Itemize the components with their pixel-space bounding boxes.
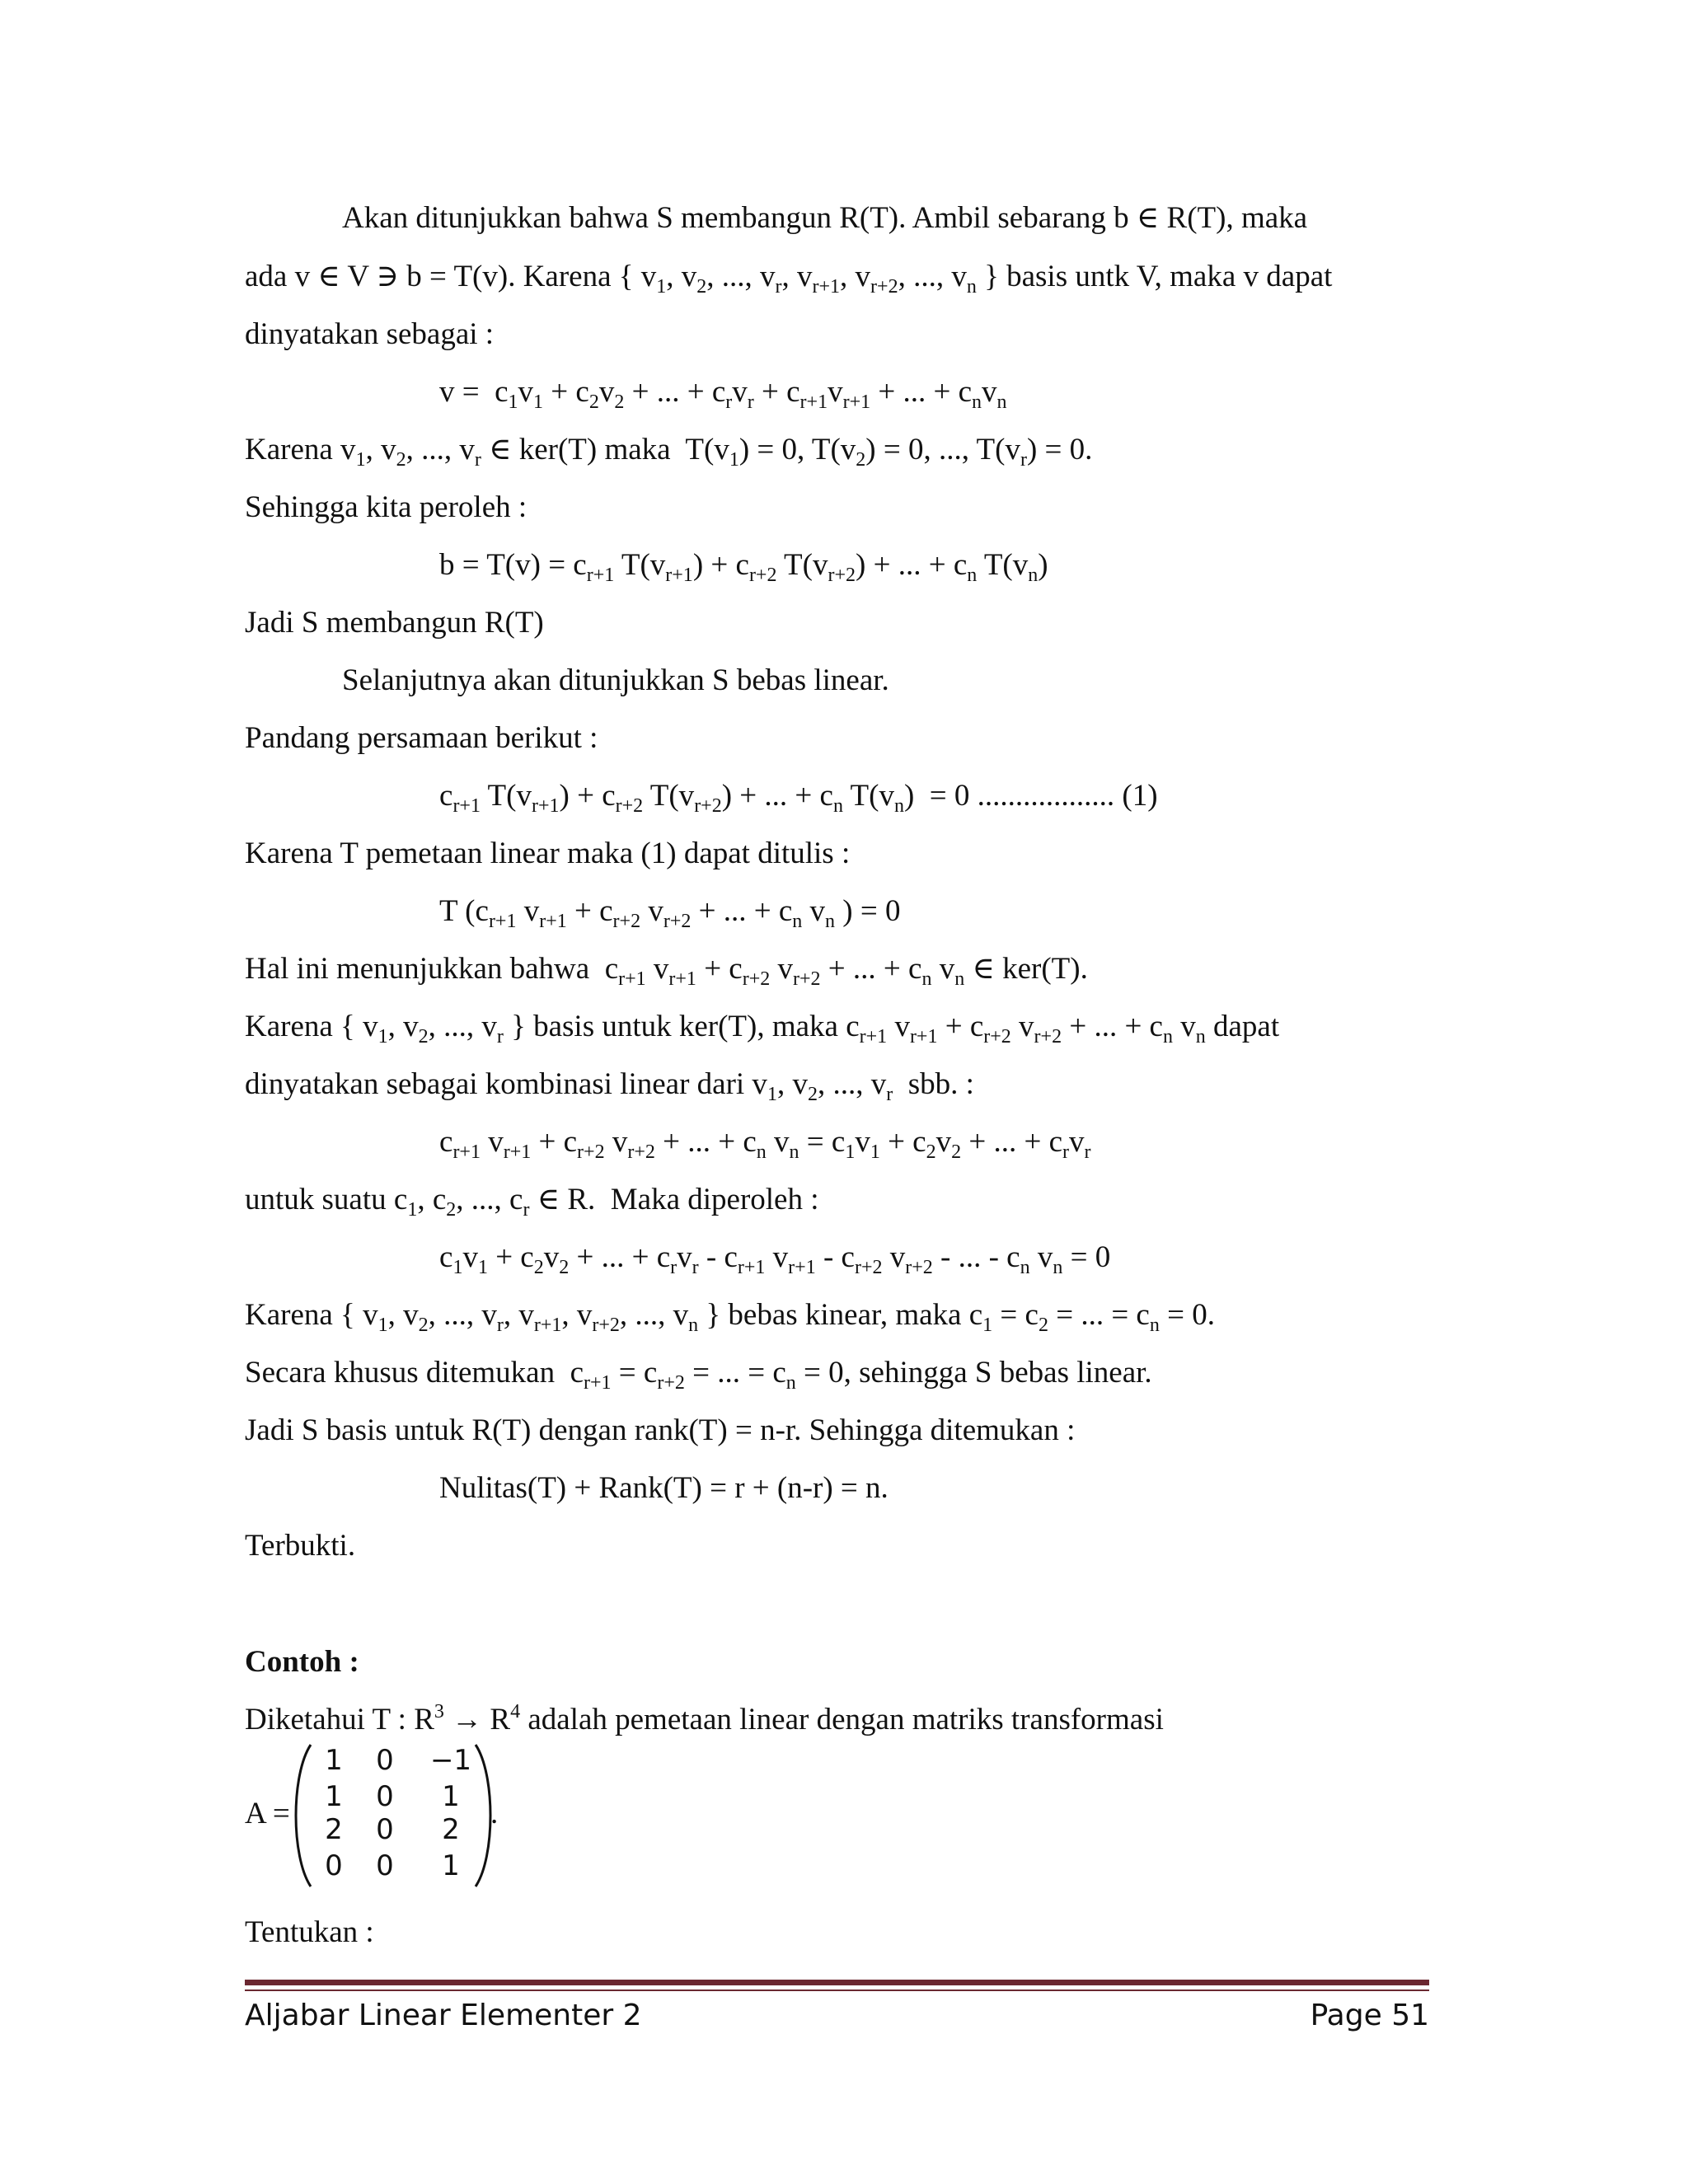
text: Tentukan : <box>245 1915 374 1949</box>
paragraph-line: Secara khusus ditemukan $c_{r+1} = c_{r+2}$ = ... = $c_n = 0$, sehingga S bebas linear. <box>245 1356 1152 1394</box>
matrix-cell: 0 <box>325 1849 343 1882</box>
text: Terbukti. <box>245 1529 356 1563</box>
matrix-cell: 0 <box>376 1849 394 1882</box>
paragraph-line: Hal ini menunjukkan bahwa $c_{r+1}$ $v_{r+1} + c_{r+2}$ $v_{r+2}$ + ... + $c_n$ $v_n$ ∈ ker(T). <box>245 952 1088 990</box>
equation: T ($c_{r+1}$ $v_{r+1} + c_{r+2}$ $v_{r+2}$ + ... + $c_n$ $v_n$ ) = 0 <box>439 894 901 932</box>
paragraph-line: Karena { $v_1$, $v_2$, ..., $v_r$, $v_{r+1}$, $v_{r+2}$, ..., $v_n$ } bebas kinear, maka $c_1 = c_2$ = ... = $c_n = 0$. <box>245 1298 1215 1336</box>
paragraph-line <box>342 661 889 701</box>
text: adalah pemetaan linear dengan matriks transformasi <box>528 1703 1164 1736</box>
paragraph-line: Karena $v_1$, $v_2$, ..., $v_r$ ∈ ker(T) maka $T(v_1) = 0$, $T(v_2) = 0$, ..., $T(v_r) = 0$. <box>245 433 1093 471</box>
paragraph-line: Sehingga kita peroleh : <box>245 490 528 524</box>
left-paren <box>296 1745 311 1886</box>
equation: $c_1v_1 + c_2v_2$ + ... + $c_rv_r - c_{r+1}$ $v_{r+1} - c_{r+2}$ $v_{r+2}$ - ... - $c_n$ $v_n = 0$ <box>439 1240 1111 1278</box>
text: Secara khusus ditemukan <box>245 1356 556 1390</box>
paragraph-line <box>245 1913 374 1952</box>
paragraph-line <box>245 1411 1075 1451</box>
matrix-cell: −1 <box>429 1744 472 1777</box>
matrix-cell: 1 <box>442 1780 460 1813</box>
paragraph-line <box>245 315 494 354</box>
page-number: Page 51 <box>1310 1999 1429 2032</box>
text: Nulitas(T) + Rank(T) = r + (n-r) = n. <box>439 1471 889 1505</box>
text: Akan ditunjukkan bahwa S membangun R(T). Ambil sebarang b ∈ R(T), maka <box>342 201 1308 235</box>
footer-rule-thick <box>245 1980 1429 1985</box>
text: Jadi S basis untuk R(T) dengan rank(T) = n-r. Sehingga ditemukan : <box>245 1413 1076 1447</box>
paragraph-line <box>245 1526 355 1566</box>
paragraph-line: Karena { $v_1$, $v_2$, ..., $v_r$ } basis untuk ker(T), maka $c_{r+1}$ $v_{r+1} + c_{r+2}$ $v_{r+2}$ + ... + $c_n$ $v_n$ dapat <box>245 1010 1280 1047</box>
paragraph-line: untuk suatu $c_1$, $c_2$, ..., $c_r$ ∈ R. Maka diperoleh : <box>245 1183 819 1221</box>
example-heading <box>245 1643 359 1682</box>
equation: $c_{r+1}$ $v_{r+1} + c_{r+2}$ $v_{r+2}$ + ... + $c_n$ $v_n = c_1v_1 + c_2v_2$ + ... + $c_rv_r$ <box>439 1125 1091 1163</box>
matrix-period: . <box>490 1797 499 1830</box>
matrix-label: A = <box>245 1797 290 1830</box>
matrix-a <box>294 1741 492 1890</box>
equation <box>439 1469 889 1508</box>
paragraph-line: Diketahui T : $R^3 \to R^4$ adalah pemetaan linear dengan matriks transformasi <box>245 1701 1164 1736</box>
matrix-cell: 2 <box>442 1813 460 1846</box>
paragraph-line <box>245 603 544 643</box>
footer-title: Aljabar Linear Elementer 2 <box>245 1999 642 2032</box>
matrix-cell: 0 <box>376 1744 394 1777</box>
text: Contoh : <box>245 1645 359 1679</box>
text: ada v ∈ V ∋ b = T(v). Karena { v <box>245 260 657 293</box>
text: Karena T pemetaan linear maka (1) dapat ditulis : <box>245 837 851 870</box>
paragraph-line: dinyatakan sebagai kombinasi linear dari $v_1$, $v_2$, ..., $v_r$ sbb. : <box>245 1067 974 1105</box>
text: Selanjutnya akan ditunjukkan S bebas linear. <box>342 663 889 697</box>
right-paren <box>476 1745 490 1886</box>
paragraph-line: ada v ∈ V ∋ b = T(v). Karena { $v_1$, $v_2$, ..., $v_r$, $v_{r+1}$, $v_{r+2}$, ..., $v_n$ } basis untk V, maka v dapat <box>245 260 1333 298</box>
paragraph-line <box>342 199 1307 238</box>
matrix-cell: 1 <box>325 1780 343 1813</box>
text: Pandang persamaan berikut : <box>245 721 598 755</box>
matrix-cell: 1 <box>442 1849 460 1882</box>
matrix-cell: 1 <box>325 1744 343 1777</box>
paragraph-line <box>245 719 598 758</box>
matrix-cell: 2 <box>325 1813 343 1846</box>
paragraph-line <box>245 834 850 874</box>
equation: $c_{r+1}$ $T(v_{r+1}) + c_{r+2}$ $T(v_{r+2})$ + ... + $c_n$ $T(v_n) = 0$ .................. (1) <box>439 779 1158 817</box>
text: Diketahui T : R <box>245 1703 434 1736</box>
text: Jadi S membangun R(T) <box>245 606 544 640</box>
equation: $v = c_1v_1 + c_2v_2$ + ... + $c_rv_r + c_{r+1}v_{r+1}$ + ... + $c_nv_n$ <box>439 375 1007 413</box>
text: dinyatakan sebagai : <box>245 317 495 351</box>
footer-rule-thin <box>245 1990 1429 1991</box>
matrix-cell: 0 <box>376 1813 394 1846</box>
equation: $b = T(v) = c_{r+1}$ $T(v_{r+1}) + c_{r+2}$ $T(v_{r+2})$ + ... + $c_n$ $T(v_n)$ <box>439 548 1048 586</box>
matrix-cell: 0 <box>376 1780 394 1813</box>
